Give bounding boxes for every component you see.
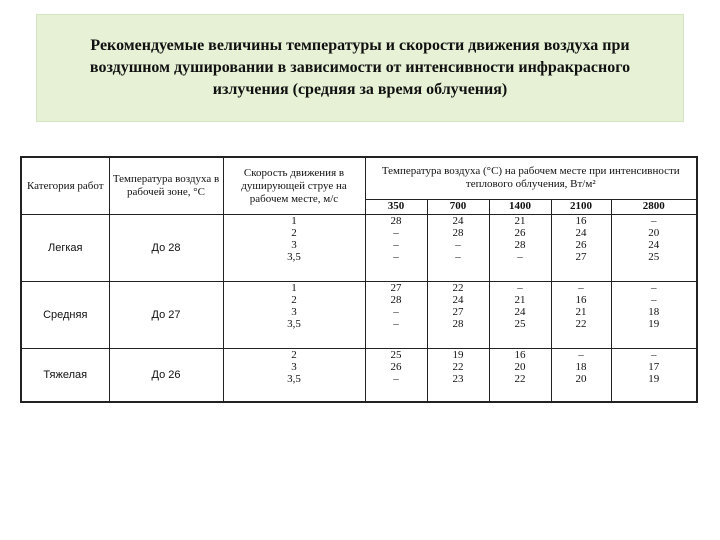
cell-value: – — [393, 227, 399, 239]
header-intensity: 2100 — [551, 199, 611, 214]
speed-value: 3 — [291, 239, 297, 251]
cell-value: 28 — [390, 215, 402, 227]
cell-value: – — [651, 349, 657, 361]
cell-value: 26 — [390, 361, 402, 373]
header-intensity: 2800 — [611, 199, 697, 214]
cell-value: 19 — [648, 373, 660, 385]
title-box — [36, 14, 684, 122]
table-row — [21, 215, 697, 282]
cell-value: 20 — [648, 227, 660, 239]
speed-value: 3,5 — [287, 251, 301, 263]
cell-value: 21 — [514, 294, 526, 306]
cell-value: 27 — [452, 306, 464, 318]
cell-value: – — [393, 251, 399, 263]
page-title: Рекомендуемые величины температуры и скорости движения воздуха при воздушном душировании в зависимости от интенсивности инфракрасного излучения (средняя за время облучения) — [89, 37, 631, 98]
cell-value: 22 — [452, 361, 464, 373]
header-intensity: 700 — [427, 199, 489, 214]
table-row — [21, 282, 697, 349]
cell-value: 24 — [452, 215, 464, 227]
cell-value: 21 — [514, 215, 526, 227]
cell-value: 22 — [514, 373, 526, 385]
cell-value: 24 — [452, 294, 464, 306]
value-cell — [489, 349, 551, 403]
cell-value: 18 — [575, 361, 587, 373]
speed-value: 2 — [291, 349, 297, 361]
cell-value: – — [393, 306, 399, 318]
speed-value: 3 — [291, 361, 297, 373]
cell-value: 24 — [575, 227, 587, 239]
cell-value: 25 — [648, 251, 660, 263]
speed-value: 3,5 — [287, 373, 301, 385]
cell-value: 16 — [575, 294, 587, 306]
cell-value: 20 — [575, 373, 587, 385]
data-table — [20, 156, 698, 403]
value-cell — [551, 215, 611, 282]
speed-value: 3 — [291, 306, 297, 318]
cell-value: 27 — [390, 282, 402, 294]
value-cell — [365, 282, 427, 349]
cell-value: 17 — [648, 361, 660, 373]
cell-value: – — [393, 239, 399, 251]
cell-value: 25 — [514, 318, 526, 330]
cell-value: 24 — [648, 239, 660, 251]
cell-value: – — [517, 251, 523, 263]
cell-value: 27 — [575, 251, 587, 263]
value-cell — [611, 282, 697, 349]
value-cell — [489, 282, 551, 349]
cell-value: – — [651, 215, 657, 227]
cell-value: – — [578, 282, 584, 294]
category-cell: Тяжелая — [21, 349, 109, 403]
cell-value: 19 — [452, 349, 464, 361]
cell-value: 24 — [514, 306, 526, 318]
cell-value: – — [517, 282, 523, 294]
cell-value: – — [455, 239, 461, 251]
cell-value: 16 — [514, 349, 526, 361]
category-cell: Средняя — [21, 282, 109, 349]
speed-value: 2 — [291, 294, 297, 306]
header-speed: Скорость движения в душирующей струе на рабочем месте, м/с — [223, 157, 365, 215]
cell-value: 28 — [514, 239, 526, 251]
cell-value: 22 — [575, 318, 587, 330]
header-air-temp: Температура воздуха в рабочей зоне, °С — [109, 157, 223, 215]
table-row — [21, 349, 697, 403]
header-group: Температура воздуха (°С) на рабочем месте при интенсивности теплового облучения, Вт/м² — [365, 157, 697, 199]
air-temp-cell: До 28 — [109, 215, 223, 282]
value-cell — [489, 215, 551, 282]
value-cell — [611, 215, 697, 282]
cell-value: 21 — [575, 306, 587, 318]
cell-value: – — [651, 294, 657, 306]
speed-cell — [223, 215, 365, 282]
air-temp-cell: До 27 — [109, 282, 223, 349]
cell-value: – — [393, 318, 399, 330]
category-cell: Легкая — [21, 215, 109, 282]
header-intensity: 350 — [365, 199, 427, 214]
cell-value: 26 — [575, 239, 587, 251]
cell-value: 16 — [575, 215, 587, 227]
cell-value: 26 — [514, 227, 526, 239]
speed-value: 1 — [291, 282, 297, 294]
cell-value: – — [651, 282, 657, 294]
value-cell — [551, 282, 611, 349]
cell-value: 28 — [390, 294, 402, 306]
speed-value: 3,5 — [287, 318, 301, 330]
cell-value: 28 — [452, 318, 464, 330]
cell-value: – — [393, 373, 399, 385]
value-cell — [427, 215, 489, 282]
speed-value: 1 — [291, 215, 297, 227]
cell-value: 18 — [648, 306, 660, 318]
cell-value: 23 — [452, 373, 464, 385]
value-cell — [427, 282, 489, 349]
speed-cell — [223, 282, 365, 349]
cell-value: 28 — [452, 227, 464, 239]
value-cell — [365, 349, 427, 403]
value-cell — [427, 349, 489, 403]
cell-value: – — [578, 349, 584, 361]
value-cell — [551, 349, 611, 403]
cell-value: 25 — [390, 349, 402, 361]
header-intensity: 1400 — [489, 199, 551, 214]
value-cell — [611, 349, 697, 403]
speed-cell — [223, 349, 365, 403]
value-cell — [365, 215, 427, 282]
cell-value: 19 — [648, 318, 660, 330]
air-temp-cell: До 26 — [109, 349, 223, 403]
cell-value: 20 — [514, 361, 526, 373]
speed-value: 2 — [291, 227, 297, 239]
header-category: Категория работ — [21, 157, 109, 215]
cell-value: – — [455, 251, 461, 263]
cell-value: 22 — [452, 282, 464, 294]
